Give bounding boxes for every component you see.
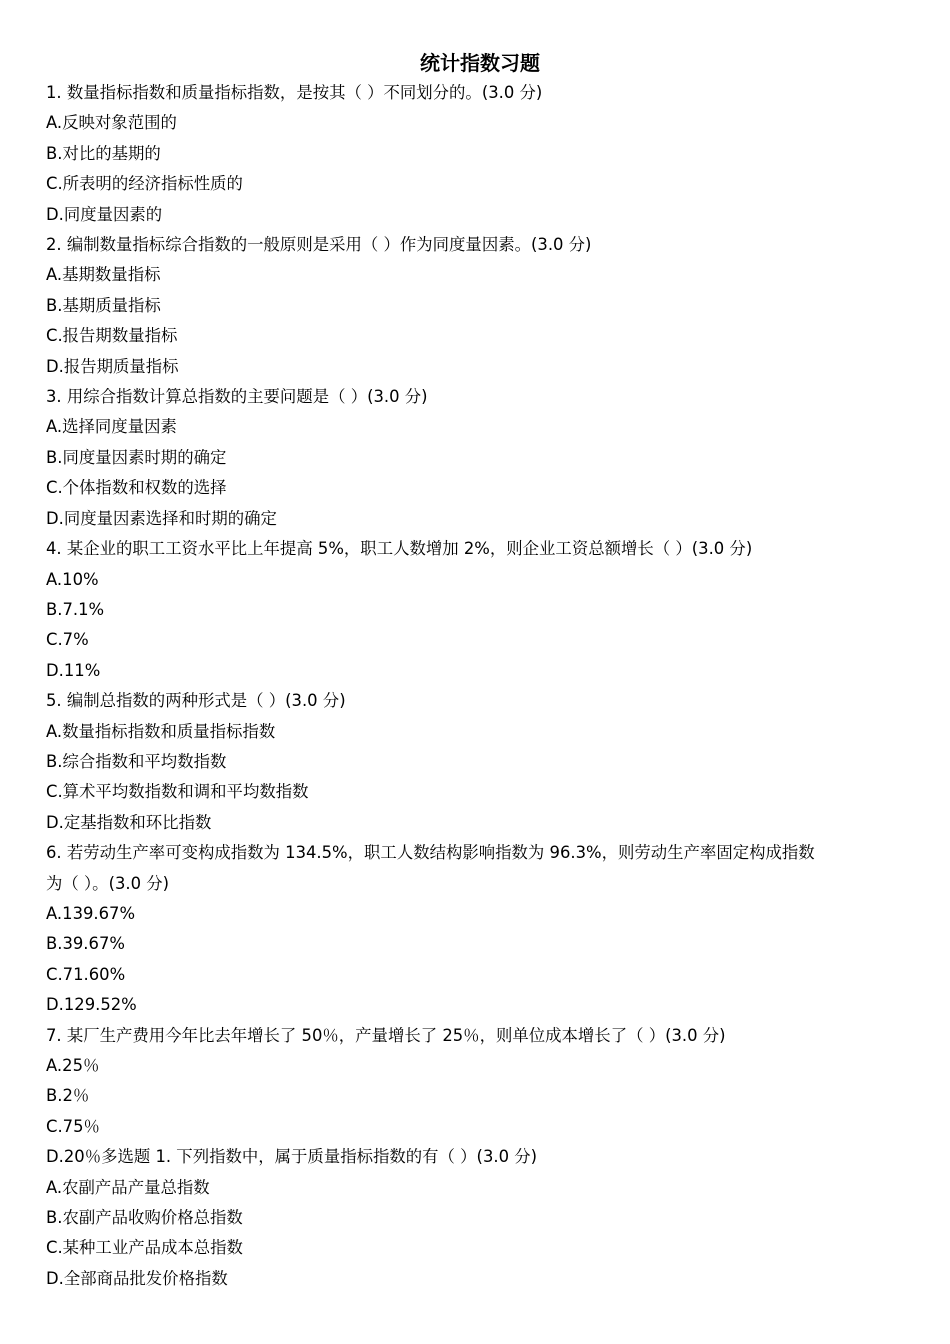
question-7-stem: 7. 某厂生产费用今年比去年增长了 50％，产量增长了 25％，则单位成本增长了（ ）(3.0 分) [46, 1025, 726, 1045]
question-6-stem-continued: 为（ ）。(3.0 分) [46, 873, 170, 893]
question-1-option-d: D.同度量因素的 [46, 204, 163, 224]
question-2-option-d: D.报告期质量指标 [46, 356, 179, 376]
question-7-option-d-and-multi-question-1: D.20％多选题 1. 下列指数中，属于质量指标指数的有（ ）(3.0 分) [46, 1147, 538, 1167]
question-3-option-b: B.同度量因素时期的确定 [46, 447, 227, 467]
question-2-option-c: C.报告期数量指标 [46, 326, 178, 346]
question-1-option-b: B.对比的基期的 [46, 143, 161, 163]
question-3-option-c: C.个体指数和权数的选择 [46, 478, 227, 498]
question-5-option-d: D.定基指数和环比指数 [46, 812, 212, 832]
question-3-option-a: A.选择同度量因素 [46, 417, 177, 437]
question-6-option-d: D.129.52% [46, 995, 137, 1015]
question-4-option-b: B.7.1% [46, 599, 105, 619]
question-3-option-d: D.同度量因素选择和时期的确定 [46, 508, 277, 528]
multi-question-1-option-a: A.农副产品产量总指数 [46, 1177, 210, 1197]
question-4-stem: 4. 某企业的职工工资水平比上年提高 5%，职工人数增加 2%，则企业工资总额增长（ ）(3.0 分) [46, 539, 753, 559]
question-6-option-a: A.139.67% [46, 903, 136, 923]
question-5-option-c: C.算术平均数指数和调和平均数指数 [46, 782, 309, 802]
document-title: 统计指数习题 [420, 51, 540, 75]
question-1-option-a: A.反映对象范围的 [46, 113, 177, 133]
question-6-option-c: C.71.60% [46, 964, 126, 984]
question-3-stem: 3. 用综合指数计算总指数的主要问题是（ ）(3.0 分) [46, 387, 428, 407]
question-4-option-d: D.11% [46, 660, 101, 680]
question-7-option-b: B.2％ [46, 1086, 90, 1106]
question-2-option-b: B.基期质量指标 [46, 295, 161, 315]
question-5-option-b: B.综合指数和平均数指数 [46, 751, 227, 771]
question-1-option-c: C.所表明的经济指标性质的 [46, 174, 243, 194]
question-2-stem: 2. 编制数量指标综合指数的一般原则是采用（ ）作为同度量因素。(3.0 分) [46, 235, 592, 255]
question-4-option-c: C.7% [46, 630, 89, 650]
question-list [46, 78, 910, 1294]
question-4-option-a: A.10% [46, 569, 99, 589]
multi-question-1-option-d: D.全部商品批发价格指数 [46, 1268, 228, 1288]
question-6-option-b: B.39.67% [46, 934, 125, 954]
question-5-option-a: A.数量指标指数和质量指标指数 [46, 721, 276, 741]
multi-question-1-option-b: B.农副产品收购价格总指数 [46, 1208, 243, 1228]
question-1-stem: 1. 数量指标指数和质量指标指数，是按其（ ）不同划分的。(3.0 分) [46, 83, 543, 102]
question-7-option-a: A.25％ [46, 1056, 100, 1075]
question-7-option-c: C.75％ [46, 1116, 100, 1136]
question-2-option-a: A.基期数量指标 [46, 265, 161, 285]
multi-question-1-option-c: C.某种工业产品成本总指数 [46, 1238, 243, 1258]
question-6-stem: 6. 若劳动生产率可变构成指数为 134.5%，职工人数结构影响指数为 96.3%，则劳动生产率固定构成指数 [46, 843, 815, 863]
question-5-stem: 5. 编制总指数的两种形式是（ ）(3.0 分) [46, 691, 346, 711]
